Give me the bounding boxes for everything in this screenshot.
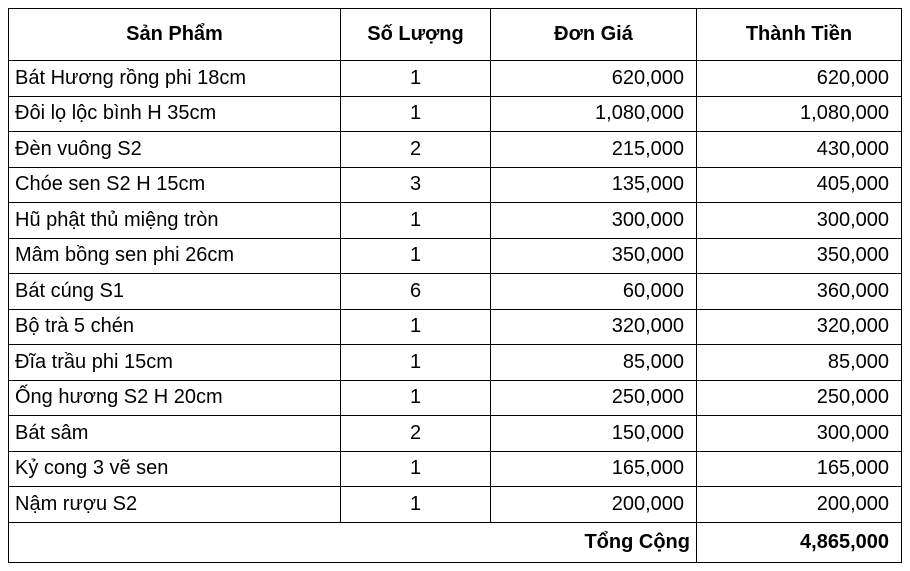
table-row — [9, 487, 902, 523]
product-cell: Hũ phật thủ miệng tròn — [9, 203, 341, 239]
amount-cell: 360,000 — [697, 274, 902, 310]
unit-price-cell: 350,000 — [491, 238, 697, 274]
quantity-cell: 1 — [341, 451, 491, 487]
unit-price-cell: 250,000 — [491, 380, 697, 416]
amount-cell: 620,000 — [697, 61, 902, 97]
product-cell: Mâm bồng sen phi 26cm — [9, 238, 341, 274]
quantity-cell: 1 — [341, 487, 491, 523]
amount-cell: 250,000 — [697, 380, 902, 416]
table-row — [9, 451, 902, 487]
quantity-cell: 3 — [341, 167, 491, 203]
quantity-cell: 2 — [341, 416, 491, 452]
quantity-cell: 1 — [341, 203, 491, 239]
table-row — [9, 203, 902, 239]
amount-cell: 200,000 — [697, 487, 902, 523]
amount-cell: 165,000 — [697, 451, 902, 487]
header-unit-price: Đơn Giá — [491, 9, 697, 61]
table-row — [9, 167, 902, 203]
unit-price-cell: 135,000 — [491, 167, 697, 203]
quantity-cell: 1 — [341, 96, 491, 132]
amount-cell: 430,000 — [697, 132, 902, 168]
product-cell: Đôi lọ lộc bình H 35cm — [9, 96, 341, 132]
unit-price-cell: 150,000 — [491, 416, 697, 452]
product-cell: Bát Hương rồng phi 18cm — [9, 61, 341, 97]
table-row — [9, 96, 902, 132]
total-label: Tổng Cộng — [9, 522, 697, 562]
quantity-cell: 1 — [341, 238, 491, 274]
header-amount: Thành Tiền — [697, 9, 902, 61]
amount-cell: 405,000 — [697, 167, 902, 203]
unit-price-cell: 320,000 — [491, 309, 697, 345]
unit-price-cell: 215,000 — [491, 132, 697, 168]
unit-price-cell: 200,000 — [491, 487, 697, 523]
product-cell: Ống hương S2 H 20cm — [9, 380, 341, 416]
table-row — [9, 132, 902, 168]
unit-price-cell: 1,080,000 — [491, 96, 697, 132]
table-row — [9, 238, 902, 274]
total-value: 4,865,000 — [697, 522, 902, 562]
table-row — [9, 309, 902, 345]
total-row — [9, 522, 902, 562]
amount-cell: 320,000 — [697, 309, 902, 345]
product-cell: Đĩa trầu phi 15cm — [9, 345, 341, 381]
product-cell: Bát cúng S1 — [9, 274, 341, 310]
quantity-cell: 1 — [341, 61, 491, 97]
quantity-cell: 1 — [341, 345, 491, 381]
header-quantity: Số Lượng — [341, 9, 491, 61]
product-cell: Bộ trà 5 chén — [9, 309, 341, 345]
table-row — [9, 61, 902, 97]
table-row — [9, 274, 902, 310]
amount-cell: 300,000 — [697, 416, 902, 452]
amount-cell: 300,000 — [697, 203, 902, 239]
quantity-cell: 2 — [341, 132, 491, 168]
quantity-cell: 6 — [341, 274, 491, 310]
table-row — [9, 380, 902, 416]
header-row — [9, 9, 902, 61]
amount-cell: 85,000 — [697, 345, 902, 381]
amount-cell: 1,080,000 — [697, 96, 902, 132]
product-cell: Chóe sen S2 H 15cm — [9, 167, 341, 203]
table-row — [9, 416, 902, 452]
quantity-cell: 1 — [341, 380, 491, 416]
header-product: Sản Phẩm — [9, 9, 341, 61]
product-cell: Bát sâm — [9, 416, 341, 452]
product-cell: Kỷ cong 3 vẽ sen — [9, 451, 341, 487]
amount-cell: 350,000 — [697, 238, 902, 274]
unit-price-cell: 165,000 — [491, 451, 697, 487]
table-row — [9, 345, 902, 381]
unit-price-cell: 85,000 — [491, 345, 697, 381]
unit-price-cell: 60,000 — [491, 274, 697, 310]
product-cell: Nậm rượu S2 — [9, 487, 341, 523]
quantity-cell: 1 — [341, 309, 491, 345]
invoice-table — [8, 8, 902, 563]
unit-price-cell: 300,000 — [491, 203, 697, 239]
unit-price-cell: 620,000 — [491, 61, 697, 97]
product-cell: Đèn vuông S2 — [9, 132, 341, 168]
